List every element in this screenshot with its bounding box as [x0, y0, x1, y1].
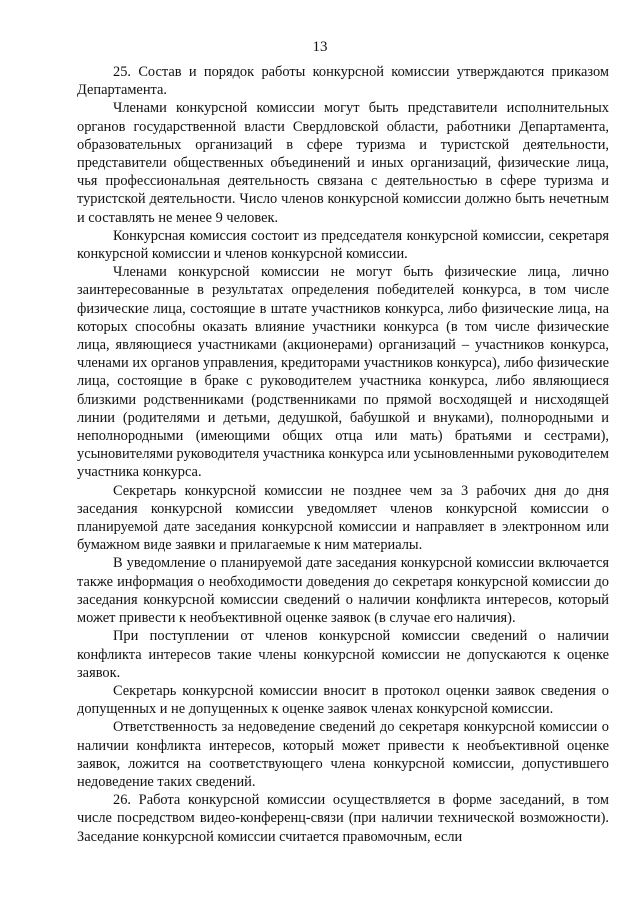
document-body [77, 63, 609, 846]
paragraph-secretary-notice: Секретарь конкурсной комиссии не позднее чем за 3 рабочих дня до дня заседания конкурсной комиссии уведомляет членов конкурсной комиссии о планируемой дате заседания конкурсной комиссии и направляет в электронном или бумажном виде заявки и прилагаемые к ним материалы. [77, 482, 609, 554]
paragraph-commission-composition: Конкурсная комиссия состоит из председателя конкурсной комиссии, секретаря конкурсной комиссии и членов конкурсной комиссии. [77, 227, 609, 263]
paragraph-protocol-record: Секретарь конкурсной комиссии вносит в протокол оценки заявок сведения о допущенных и не допущенных к оценке заявок членах конкурсной комиссии. [77, 682, 609, 718]
paragraph-25: 25. Состав и порядок работы конкурсной комиссии утверждаются приказом Департамента. [77, 64, 609, 99]
page-number: 13 [312, 39, 328, 55]
paragraph-conflict-of-interest: При поступлении от членов конкурсной комиссии сведений о наличии конфликта интересов такие члены конкурсной комиссии не допускаются к оценке заявок. [77, 628, 609, 681]
paragraph-responsibility: Ответственность за недоведение сведений до секретаря конкурсной комиссии о наличии конфликта интересов, который может привести к необъективной оценке заявок, ложится на соответствующего члена конкурсной комиссии, допустившего недоведение таких сведений. [77, 719, 609, 790]
paragraph-commission-members: Членами конкурсной комиссии могут быть представители исполнительных органов государственной власти Свердловской области, работники Департамента, образовательных организаций в сфере туризма и туристской деятельности, представители общественных объединений и иных организаций, физические лица, чья профессиональная деятельность связана с деятельностью в сфере туризма и туристской деятельности. Число членов конкурсной комиссии должно быть нечетным и составлять не менее 9 человек. [77, 100, 609, 226]
paragraph-notice-contents: В уведомление о планируемой дате заседания конкурсной комиссии включается также информация о необходимости доведения до секретаря конкурсной комиссии до заседания конкурсной комиссии сведений о наличии конфликта интересов, который может привести к необъективной оценке заявок (в случае его наличия). [77, 555, 609, 627]
paragraph-26: 26. Работа конкурсной комиссии осуществляется в форме заседаний, в том числе посредством видео-конференц-связи (при наличии технической возможности). Заседание конкурсной комиссии считается правомочным, если [77, 792, 609, 845]
paragraph-excluded-members: Членами конкурсной комиссии не могут быть физические лица, лично заинтересованные в результатах определения победителей конкурса, в том числе физические лица, состоящие в штате участников конкурса, либо физические лица, на которых способны оказать влияние участники конкурса (в том числе физические лица, являющиеся участниками (акционерами) организаций – участников конкурса, членами их органов управления, кредиторами участников конкурса), либо физические лица, состоящие в браке с руководителем участника конкурса, либо являющиеся близкими родственниками (родственниками по прямой восходящей и нисходящей линии (родителями и детьми, дедушкой, бабушкой и внуками), полнородными и неполнородными (имеющими общих отца или мать) братьями и сестрами), усыновителями руководителя участника конкурса или усыновленными руководителем участника конкурса. [77, 264, 609, 481]
